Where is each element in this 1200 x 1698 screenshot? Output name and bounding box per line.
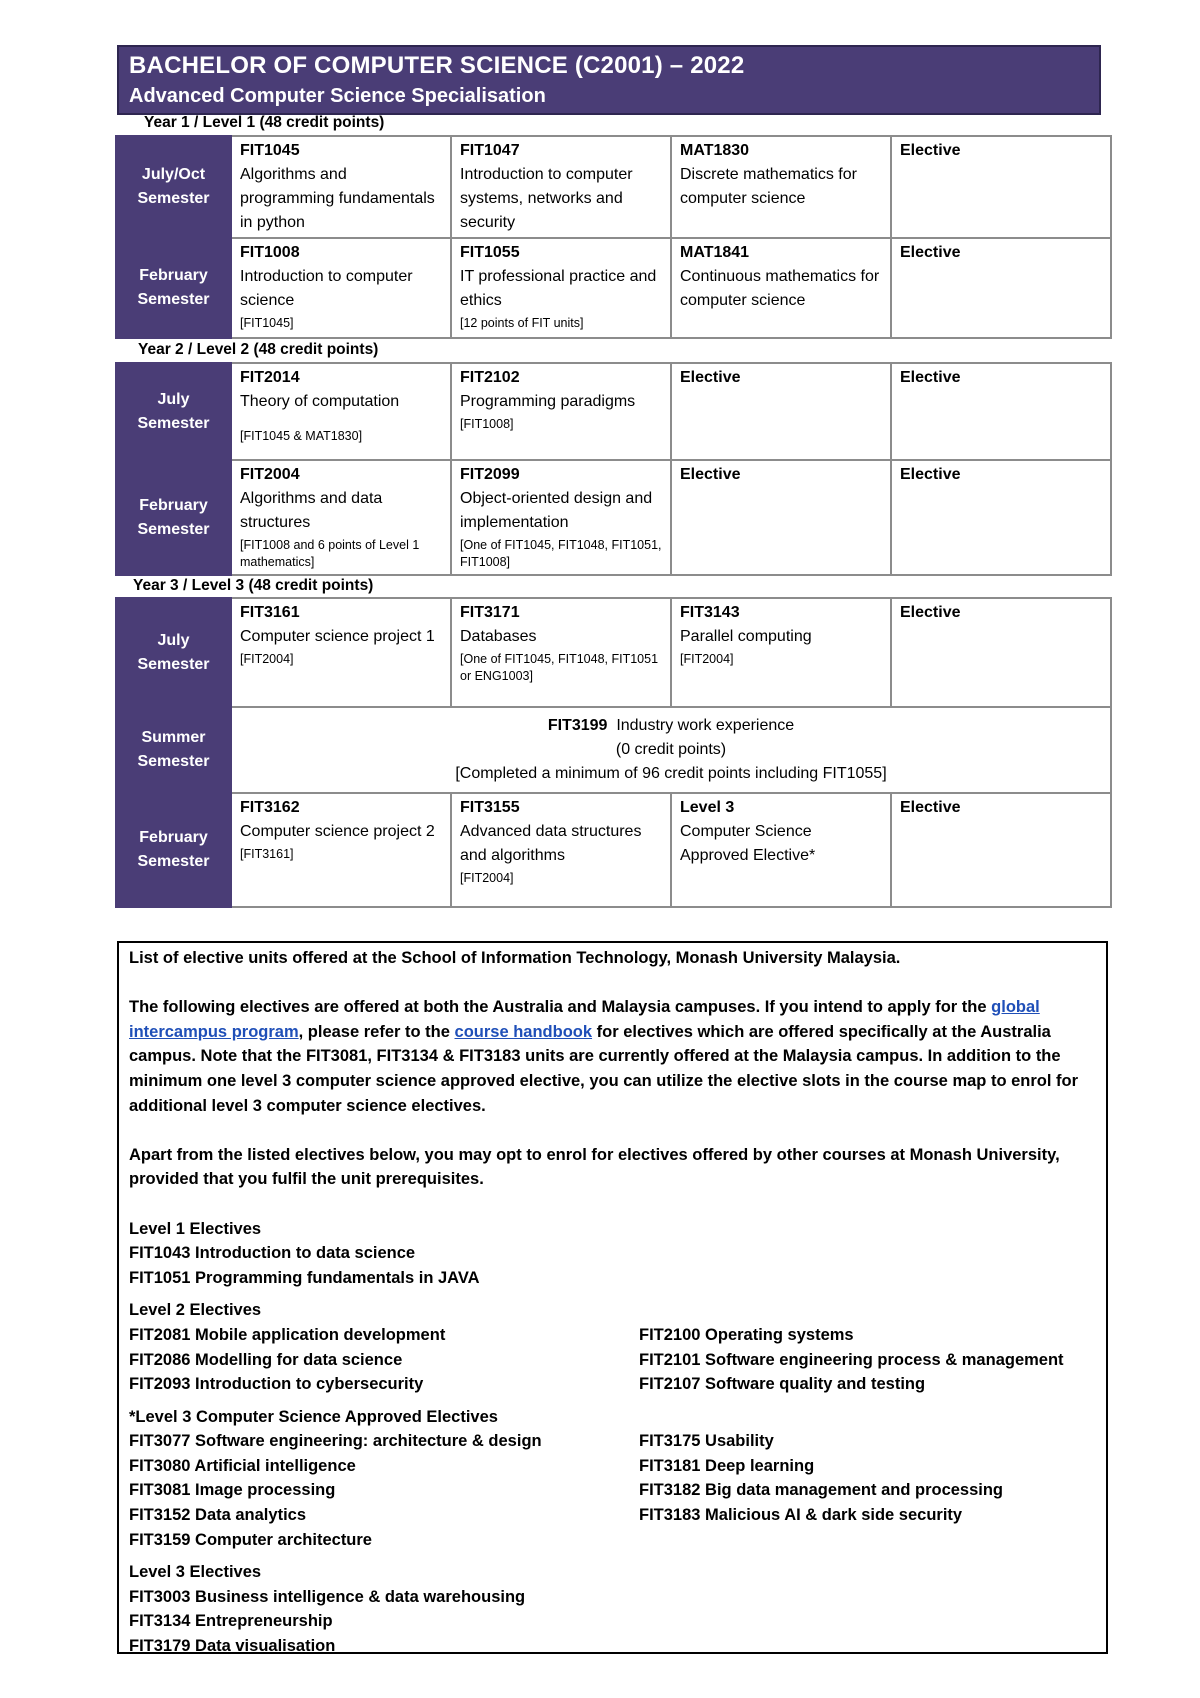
unit-code: Elective [680,466,741,483]
course-subtitle: Advanced Computer Science Specialisation [129,85,546,107]
unit-cell [231,238,451,338]
year3-row-summer [116,707,1111,793]
unit-code: FIT3161 [240,604,300,621]
unit-name: Industry work experience [616,717,795,734]
unit-name: Programming paradigms [460,393,636,410]
global-intercampus-link[interactable]: global intercampus program [129,998,1040,1041]
semester-cell [116,363,231,460]
semester-cell [116,793,231,907]
semester-word: Semester [137,520,210,538]
year3-label: Year 3 / Level 3 (48 credit points) [133,577,374,594]
semester-cell [116,460,231,575]
unit-code: FIT3155 [460,799,520,816]
unit-prereq: [FIT1045 & MAT1830] [240,429,363,443]
semester-name: February [139,496,208,514]
unit-cell [891,136,1111,238]
elective-item: FIT3080 Artificial intelligence [129,1456,356,1475]
unit-name: Continuous mathematics for computer science [680,268,880,309]
unit-cell [891,460,1111,575]
year3-row-february [116,793,1111,907]
level3-approved-title: *Level 3 Computer Science Approved Electives [129,1407,498,1426]
unit-code: FIT3162 [240,799,300,816]
semester-word: Semester [137,655,210,673]
unit-code: Elective [900,604,961,621]
elective-item: FIT3003 Business intelligence & data warehousing [129,1587,526,1606]
unit-code: FIT3171 [460,604,520,621]
year2-row-february [116,460,1111,575]
unit-code: FIT1055 [460,244,520,261]
unit-prereq: [FIT2004] [680,652,734,666]
unit-code: FIT2014 [240,369,300,386]
year2-table [115,362,1112,576]
unit-name: Computer Science Approved Elective* [680,823,816,864]
unit-name: Advanced data structures and algorithms [460,823,642,864]
unit-prereq: [Completed a minimum of 96 credit points including FIT1055] [455,765,887,782]
unit-cell [451,363,671,460]
info-text: The following electives are offered at both the Australia and Malaysia campuses. If you intend to apply for the [129,998,992,1017]
unit-code: FIT3199 [547,717,608,734]
unit-name: Databases [460,628,537,645]
semester-name: Summer [141,729,206,746]
level3-title: Level 3 Electives [129,1563,262,1582]
unit-name: Theory of computation [240,393,400,410]
year1-label: Year 1 / Level 1 (48 credit points) [144,114,385,131]
semester-word: Semester [137,190,210,207]
semester-word: Semester [137,753,210,770]
elective-item: FIT3175 Usability [639,1432,774,1451]
elective-item: FIT2101 Software engineering process & management [639,1350,1064,1369]
unit-cell [231,136,451,238]
unit-cell [451,793,671,907]
semester-name: February [139,829,208,846]
info-paragraph-2: Apart from the listed electives below, you may opt to enrol for electives offered by other courses at Monash University, provided that you fulfil the unit prerequisites. [129,1145,1060,1189]
unit-code: MAT1841 [680,244,750,261]
semester-name: February [139,267,208,284]
elective-item: FIT3159 Computer architecture [129,1530,372,1549]
unit-code: FIT1045 [240,142,300,159]
unit-code: Elective [900,369,961,386]
unit-code: Elective [900,142,961,159]
year2-label: Year 2 / Level 2 (48 credit points) [138,341,379,358]
semester-name: July [157,631,190,649]
year3-row-july [116,598,1111,707]
unit-prereq: [One of FIT1045, FIT1048, FIT1051, FIT1008] [460,538,662,569]
unit-cell [891,363,1111,460]
unit-prereq: [One of FIT1045, FIT1048, FIT1051 or ENG1003] [460,652,659,683]
info-text: , please refer to the [298,1022,455,1041]
course-header [117,45,1101,115]
level3-electives [129,1560,1096,1658]
elective-item: FIT2093 Introduction to cybersecurity [129,1375,424,1394]
unit-cell [671,460,891,575]
unit-code: FIT3143 [680,604,740,621]
elective-item: FIT3152 Data analytics [129,1506,307,1525]
unit-name: Parallel computing [680,628,812,645]
unit-cell [671,363,891,460]
level3-approved-electives [129,1405,1096,1553]
unit-name: Discrete mathematics for computer science [680,166,857,207]
year1-row-february [116,238,1111,338]
year1-table [115,135,1112,339]
unit-cell [231,363,451,460]
unit-name: Introduction to computer science [240,268,413,309]
unit-name: Computer science project 1 [240,628,435,645]
course-title: BACHELOR OF COMPUTER SCIENCE (C2001) – 2022 [129,52,745,79]
year3-table [115,597,1112,908]
level1-title: Level 1 Electives [129,1219,262,1238]
unit-cell [451,460,671,575]
level1-electives [129,1217,1096,1291]
elective-item: FIT3134 Entrepreneurship [129,1612,333,1631]
unit-cell [671,238,891,338]
unit-cell [451,598,671,707]
level2-electives [129,1298,1096,1396]
unit-cell [891,793,1111,907]
unit-code: FIT2004 [240,466,300,483]
unit-code: FIT2099 [460,466,520,483]
unit-cell [671,136,891,238]
course-handbook-link[interactable]: course handbook [454,1022,593,1041]
unit-code: MAT1830 [680,142,750,159]
unit-code: Elective [900,799,961,816]
unit-cell [671,598,891,707]
unit-cell [451,136,671,238]
unit-code: Elective [900,466,961,483]
unit-cell [891,238,1111,338]
elective-item: FIT3179 Data visualisation [129,1637,336,1656]
elective-item: FIT2081 Mobile application development [129,1325,446,1344]
semester-name: July [157,390,190,408]
semester-word: Semester [137,291,210,308]
unit-code: FIT1008 [240,244,300,261]
unit-name: Introduction to computer systems, networks and security [460,166,633,231]
semester-word: Semester [137,414,210,432]
semester-cell [116,136,231,238]
semester-name: July/Oct [141,166,206,183]
unit-prereq: [FIT1008] [460,417,514,431]
electives-info-box [117,941,1108,1654]
unit-cell [231,598,451,707]
unit-prereq: [FIT2004] [460,871,514,885]
unit-cell [671,793,891,907]
elective-item: FIT3181 Deep learning [639,1456,815,1475]
semester-cell [116,238,231,338]
unit-prereq: [FIT1045] [240,316,294,330]
elective-item: FIT2086 Modelling for data science [129,1350,403,1369]
unit-code: Elective [900,244,961,261]
unit-cell [891,598,1111,707]
unit-code: FIT2102 [460,369,520,386]
semester-cell [116,598,231,707]
semester-cell [116,707,231,793]
unit-cell [231,460,451,575]
elective-item: FIT1043 Introduction to data science [129,1244,416,1263]
unit-prereq: [FIT2004] [240,652,294,666]
elective-item: FIT3077 Software engineering: architecture & design [129,1432,542,1451]
elective-item: FIT3183 Malicious AI & dark side security [639,1506,963,1525]
info-text: for electives which are offered specifically at the Australia campus. Note that the FIT3081, FIT3134 & FIT3183 units are currently offered at the Malaysia campus. In addition to the minimum one level 3 computer science approved elective, you can utilize the elective slots in the course map to enrol for additional level 3 computer science electives. [129,1022,1079,1115]
unit-name: Object-oriented design and implementation [460,490,653,531]
unit-name: Computer science project 2 [240,823,435,840]
summer-unit-cell [231,707,1111,793]
unit-prereq: [FIT3161] [240,847,294,861]
unit-name: Algorithms and programming fundamentals in python [240,166,435,231]
elective-item: FIT1051 Programming fundamentals in JAVA [129,1268,480,1287]
unit-name: IT professional practice and ethics [460,268,657,309]
elective-item: FIT2107 Software quality and testing [639,1375,926,1394]
elective-item: FIT3182 Big data management and processing [639,1481,1004,1500]
unit-cell [231,793,451,907]
info-heading: List of elective units offered at the School of Information Technology, Monash University Malaysia. [129,949,901,967]
info-paragraph-1 [129,995,1096,1118]
level2-title: Level 2 Electives [129,1301,262,1320]
unit-code: Elective [680,369,741,386]
unit-code: FIT1047 [460,142,520,159]
unit-credit: (0 credit points) [615,741,727,758]
semester-word: Semester [137,853,210,870]
year1-row-july [116,136,1111,238]
unit-cell [451,238,671,338]
elective-item: FIT3081 Image processing [129,1481,336,1500]
unit-code: Level 3 [680,799,735,816]
elective-item: FIT2100 Operating systems [639,1325,854,1344]
unit-name: Algorithms and data structures [240,490,383,531]
unit-prereq: [FIT1008 and 6 points of Level 1 mathematics] [240,538,420,569]
unit-prereq: [12 points of FIT units] [460,316,584,330]
year2-row-july [116,363,1111,460]
